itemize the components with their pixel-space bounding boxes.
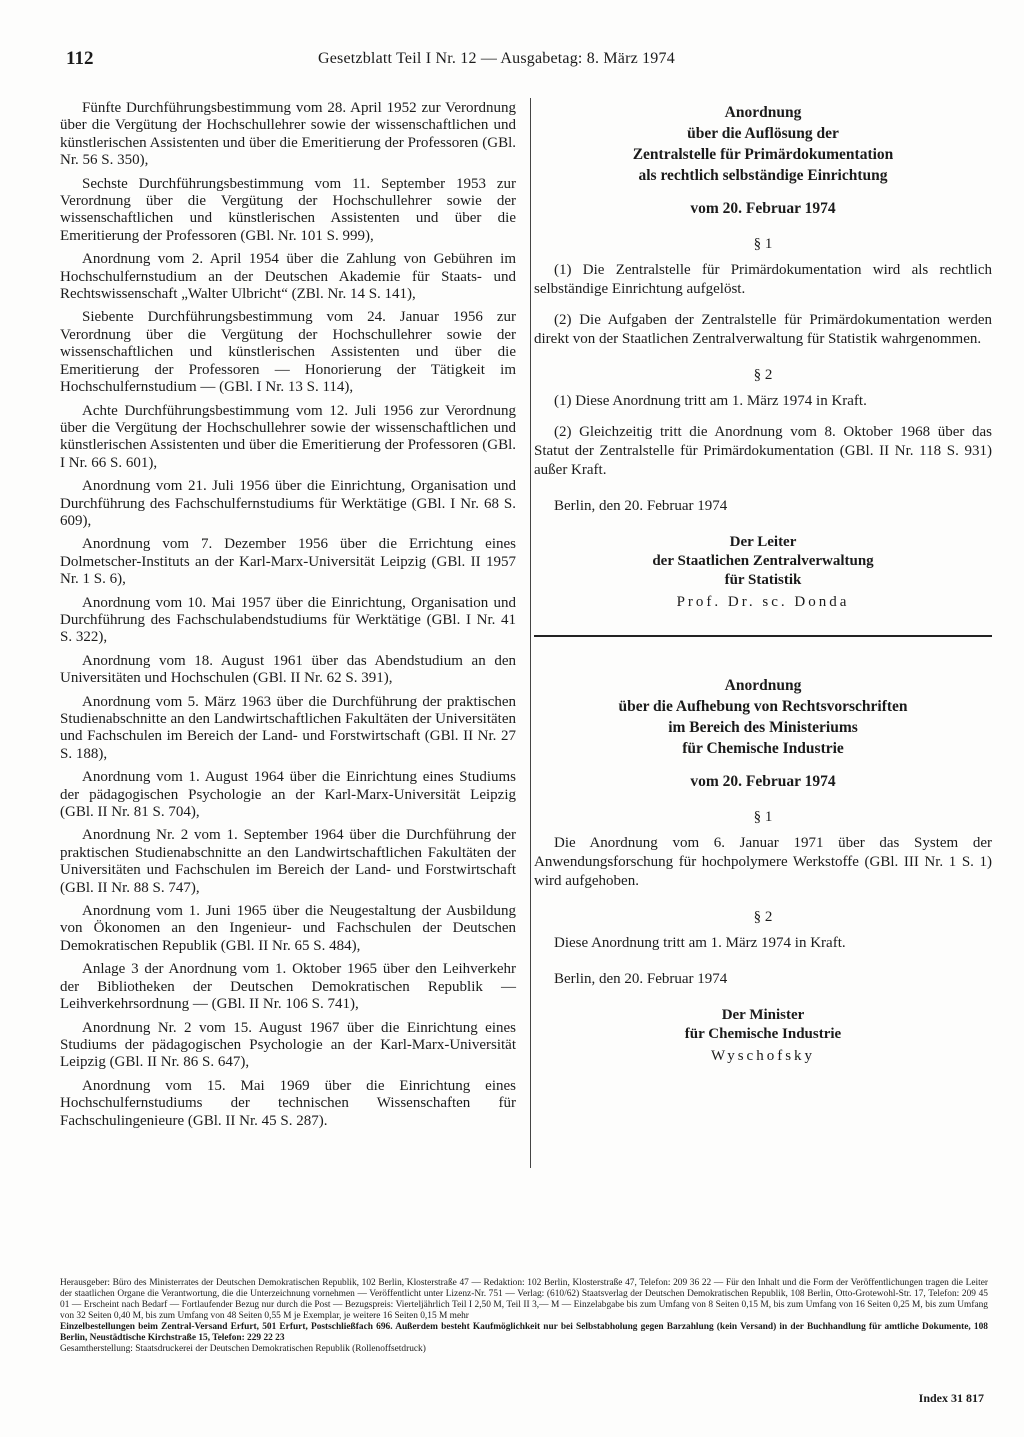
decree-title-line: als rechtlich selbständige Einrichtung	[638, 167, 888, 184]
list-item: Anordnung vom 1. Juni 1965 über die Neugestaltung der Ausbildung von Ökonomen an den Ingenieur- und Fachschulen der Deutschen Demokratischen Republik (GBl. II Nr. 65 S. 484),	[60, 903, 516, 954]
signer-title-line: für Chemische Industrie	[684, 1026, 842, 1042]
paragraph: (1) Die Zentralstelle für Primärdokumentation wird als rechtlich selbständige Einrichtung aufgelöst.	[534, 262, 992, 297]
decree-date: vom 20. Februar 1974	[690, 773, 836, 790]
list-item: Anordnung vom 5. März 1963 über die Durchführung der praktischen Studienabschnitte an den Landwirtschaftlichen Fakultäten der Universitäten und Fachschulen im Bereich der Land- und Forstwirtschaft (GBl. II Nr. 27 S. 188),	[60, 693, 516, 762]
section-heading: § 2	[753, 367, 773, 383]
decree-dissolution	[534, 102, 992, 611]
list-item: Anordnung vom 15. Mai 1969 über die Einrichtung eines Hochschulfernstudiums der technischen Wissenschaften für Fachschulingenieure (GBl. II Nr. 45 S. 287).	[60, 1077, 516, 1129]
decree-title-line: für Chemische Industrie	[682, 740, 844, 757]
list-item: Anordnung vom 7. Dezember 1956 über die Errichtung eines Dolmetscher-Instituts an der Karl-Marx-Universität Leipzig (GBl. II 1957 Nr. 1 S. 6),	[60, 536, 516, 588]
imprint-footer	[60, 1278, 988, 1355]
list-item: Anordnung vom 10. Mai 1957 über die Einrichtung, Organisation und Durchführung des Fachschulabendstudiums für Werktätige (GBl. I Nr. 41 S. 322),	[60, 594, 516, 646]
index-number: Index 31 817	[918, 1391, 984, 1405]
page-number: 112	[66, 48, 94, 69]
paragraph: (2) Gleichzeitig tritt die Anordnung vom 8. Oktober 1968 über das Statut der Zentralstelle für Primärdokumentation (GBl. II Nr. 118 S. 931) außer Kraft.	[534, 424, 992, 478]
signer-title-line: Der Minister	[721, 1007, 805, 1023]
imprint-publisher: Herausgeber: Büro des Ministerrates der Deutschen Demokratischen Republik, 102 Berlin, Klosterstraße 47 — Redaktion: 102 Berlin, Klosterstraße 47, Telefon: 209 36 22 — Für den Inhalt und die Form der Veröffentlichungen tragen die Leiter der staatlichen Organe die Verantwortung, die die Unterzeichnung vornehmen — Veröffentlicht unter Lizenz-Nr. 751 — Verlag: (610/62) Staatsverlag der Deutschen Demokratischen Republik, 108 Berlin, Otto-Grotewohl-Str. 17, Telefon: 209 45 01 — Erscheint nach Bedarf — Fortlaufender Bezug nur durch die Post — Bezugspreis: Vierteljährlich Teil I 2,50 M, Teil II 3,— M — Einzelabgabe bis zum Umfang von 8 Seiten 0,15 M, bis zum Umfang von 16 Seiten 0,25 M, bis zum Umfang von 32 Seiten 0,40 M, bis zum Umfang von 48 Seiten 0,55 M je Exemplar, je weitere 16 Seiten 0,15 M mehr	[60, 1278, 988, 1321]
section-heading: § 1	[753, 809, 773, 825]
decree-title-line: im Bereich des Ministeriums	[668, 719, 858, 736]
list-item: Anordnung vom 21. Juli 1956 über die Einrichtung, Organisation und Durchführung des Fachschulfernstudiums für Werktätige (GBl. I Nr. 68 S. 609),	[60, 478, 516, 529]
signer-title-line: Der Leiter	[729, 534, 797, 550]
decree-title-line: Anordnung	[724, 677, 802, 694]
list-item: Fünfte Durchführungsbestimmung vom 28. April 1952 zur Verordnung über die Vergütung der Hochschullehrer sowie der wissenschaftlichen und künstlerischen Assistenten und über die Emeritierung der Professoren (GBl. Nr. 56 S. 350),	[60, 100, 516, 169]
list-item: Anordnung vom 1. August 1964 über die Einrichtung eines Studiums der pädagogischen Psychologie an der Karl-Marx-Universität Leipzig (GBl. II Nr. 81 S. 704),	[60, 769, 516, 821]
paragraph: (2) Die Aufgaben der Zentralstelle für Primärdokumentation werden direkt von der Staatlichen Zentralverwaltung für Statistik wahrgenommen.	[534, 312, 992, 347]
imprint-orders: Einzelbestellungen beim Zentral-Versand Erfurt, 501 Erfurt, Postschließfach 696. Außerdem besteht Kaufmöglichkeit nur bei Selbstabholung gegen Barzahlung (kein Versand) in der Buchhandlung für amtliche Dokumente, 108 Berlin, Neustädtische Kirchstraße 15, Telefon: 229 22 23	[60, 1322, 988, 1343]
imprint-printer: Gesamtherstellung: Staatsdruckerei der Deutschen Demokratischen Republik (Rollenoffsetdruck)	[60, 1344, 426, 1354]
list-item: Achte Durchführungsbestimmung vom 12. Juli 1956 zur Verordnung über die Vergütung der Hochschullehrer sowie der wissenschaftlichen und künstlerischen Assistenten und über die Emeritierung der Professoren (GBl. I Nr. 66 S. 601),	[60, 402, 516, 471]
decree-date: vom 20. Februar 1974	[690, 200, 836, 217]
page-header	[66, 48, 766, 74]
decree-title-line: über die Auflösung der	[687, 125, 839, 142]
running-title: Gesetzblatt Teil I Nr. 12 — Ausgabetag: 8. März 1974	[318, 50, 675, 67]
place-date: Berlin, den 20. Februar 1974	[554, 498, 728, 514]
signer-title-line: der Staatlichen Zentralverwaltung	[652, 553, 874, 569]
paragraph: (1) Diese Anordnung tritt am 1. März 1974 in Kraft.	[554, 393, 867, 409]
list-item: Siebente Durchführungsbestimmung vom 24. Januar 1956 zur Verordnung über die Vergütung der Hochschullehrer sowie der wissenschaftlichen und künstlerischen Assistenten und über die Emeritierung der Professoren — Honorierung der Tätigkeit im Hochschulfernstudium — (GBl. I Nr. 13 S. 114),	[60, 309, 516, 396]
decree-title-line: Zentralstelle für Primärdokumentation	[632, 146, 894, 163]
list-item: Sechste Durchführungsbestimmung vom 11. September 1953 zur Verordnung über die Vergütung der Hochschullehrer sowie der wissenschaftlichen und künstlerischen Assistenten und über die Emeritierung der Professoren (GBl. Nr. 101 S. 999),	[60, 175, 516, 244]
signer-title-line: für Statistik	[724, 572, 802, 588]
section-divider	[534, 635, 992, 637]
section-heading: § 2	[753, 909, 773, 925]
list-item: Anordnung Nr. 2 vom 15. August 1967 über die Einrichtung eines Studiums der pädagogischen Psychologie an der Karl-Marx-Universität Leipzig (GBl. II Nr. 86 S. 647),	[60, 1019, 516, 1071]
decree-title-line: über die Aufhebung von Rechtsvorschriften	[618, 698, 908, 715]
paragraph: Die Anordnung vom 6. Januar 1971 über das System der Anwendungsforschung für hochpolymere Werkstoffe (GBl. III Nr. 1 S. 1) wird aufgehoben.	[534, 835, 992, 889]
place-date: Berlin, den 20. Februar 1974	[554, 971, 728, 987]
right-column	[534, 102, 992, 1065]
decree-title-line: Anordnung	[724, 104, 802, 121]
list-item: Anordnung vom 2. April 1954 über die Zahlung von Gebühren im Hochschulfernstudium an der Deutschen Akademie für Staats- und Rechtswissenschaft „Walter Ulbricht“ (ZBl. Nr. 14 S. 141),	[60, 251, 516, 303]
column-divider	[530, 98, 531, 1168]
list-item: Anordnung Nr. 2 vom 1. September 1964 über die Durchführung der praktischen Studienabschnitte an den Landwirtschaftlichen Fakultäten der Universitäten und Fachschulen im Bereich der Land- und Forstwirtschaft (GBl. II Nr. 88 S. 747),	[60, 827, 516, 896]
section-heading: § 1	[753, 236, 773, 252]
left-column	[60, 100, 516, 1136]
paragraph: Diese Anordnung tritt am 1. März 1974 in Kraft.	[554, 935, 846, 951]
list-item: Anordnung vom 18. August 1961 über das Abendstudium an den Universitäten und Hochschulen (GBl. II Nr. 62 S. 391),	[60, 652, 516, 687]
signer-name: Prof. Dr. sc. Donda	[676, 594, 850, 610]
signer-name: Wyschofsky	[710, 1048, 816, 1064]
decree-repeal	[534, 675, 992, 1065]
list-item: Anlage 3 der Anordnung vom 1. Oktober 1965 über den Leihverkehr der Bibliotheken der Deutschen Demokratischen Republik — Leihverkehrsordnung — (GBl. II Nr. 106 S. 741),	[60, 961, 516, 1013]
